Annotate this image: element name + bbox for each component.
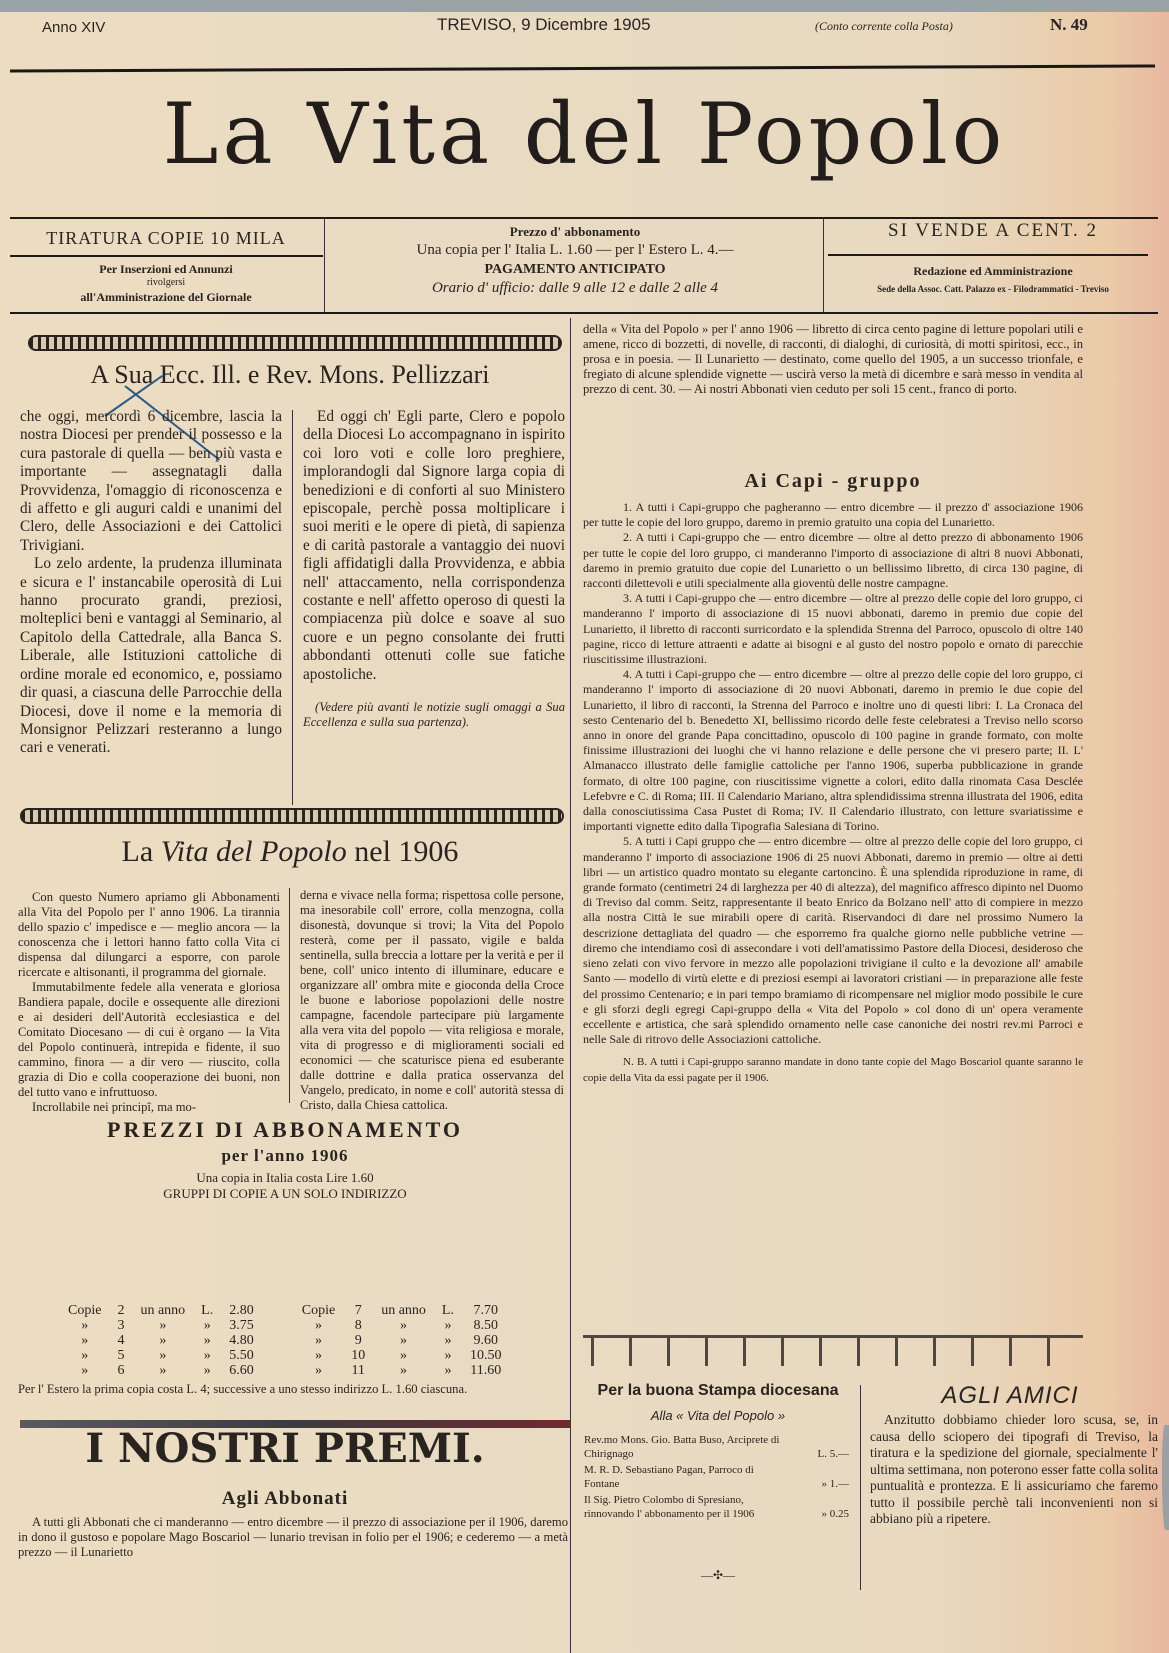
price-row [60, 1363, 509, 1378]
price-cell: 4.80 [229, 1333, 254, 1348]
price-cell: 5 [117, 1348, 125, 1363]
group-leaders-text [583, 500, 1083, 1086]
price-cell: 4 [117, 1333, 125, 1348]
price-cell: 9 [354, 1333, 362, 1348]
paragraph: 2. A tutti i Capi-gruppo che — entro dicembre — oltre al detto prezzo di abbonamento 1906 per tutte le copie del loro gruppo, ci manderanno l'importo di associazione di altri 8 nuovi Abbonati, daremo in premio gratuito due copie del Lunarietto o un bellissimo libretto, di circa 130 pagine, di racconti dilettevoli e utili specialmente alla gioventù delle nostre campagne. [583, 530, 1083, 591]
price-table [60, 1303, 509, 1378]
article-column [300, 888, 564, 1113]
price-cell: 10 [351, 1348, 366, 1363]
article-column [18, 890, 280, 1115]
price-cell: » [444, 1333, 452, 1348]
prices-subtitle: per l'anno 1906 [221, 1146, 349, 1165]
paragraph: Immutabilmente fedele alla venerata e gloriosa Bandiera papale, docile e ossequente alle direzioni e ai desideri dell'Autorità ecclesiastica e del Comitato Diocesano — di cui è organo — la Vita del Popolo continuerà, intrepida e fidente, il suo cammino, finora — a dir vero — riuscito, colla grazia di Dio e colla cooperazione dei buoni, non del tutto vano e infruttuoso. [18, 980, 280, 1099]
scan-border [0, 0, 1169, 12]
decorative-festoon [583, 1335, 1083, 1366]
price-cell: » [400, 1333, 408, 1348]
price-cell: 11 [351, 1363, 365, 1378]
newspaper-title: La Vita del Popolo [162, 85, 1007, 183]
price-cell: 2 [117, 1303, 125, 1318]
price-cell: » [159, 1348, 167, 1363]
price-row [60, 1303, 509, 1318]
infobar-inner-rule [828, 254, 1148, 256]
price-cell: » [444, 1363, 452, 1378]
friends-title: AGLI AMICI [941, 1382, 1079, 1409]
ads-line: rivolgersi [146, 277, 186, 288]
paragraph: che oggi, mercordì 6 dicembre, lascia la nostra Diocesi per prender il possesso e la cura pastorale di quella — ben più vasta e importante — assegnatagli dalla Provvidenza, l'omaggio di riconoscenza e di affetto e gli auguri caldi e unanimi del Clero, delle Associazioni e dei Cattolici Trivigiani. [20, 408, 282, 554]
ornamental-border [28, 335, 562, 351]
donation-item [584, 1433, 849, 1461]
ornament-divider: —✣— [700, 1568, 736, 1582]
price-cell: 8.50 [473, 1318, 498, 1333]
price-cell: 3 [117, 1318, 125, 1333]
prices-line: Una copia in Italia costa Lire 1.60 [196, 1170, 374, 1185]
price-row [60, 1318, 509, 1333]
price-cell: » [203, 1348, 211, 1363]
paragraph: 4. A tutti i Capi-gruppo che — entro dicembre — oltre al prezzo delle copie del loro gruppo, ci manderanno l' importo di associazione di 20 nuovi Abbonati, daremo in premio le due copie del Lunarietto, il libro di racconti, la Strenna del Parroco e inoltre uno di questi libri: I. La Cronaca del sesto Centenario del b. Benedetto XI, bellissimo ricordo delle feste celebratesi a Treviso nello scorso anno in onore del grande Papa concittadino, opuscolo di 100 pagine in grande formato, con molte finissime illustrazioni dei luoghi che vi hanno relazione e delle persone che vi presero parte; II. L' Almanacco illustrato delle famiglie cattoliche per l'anno 1906, superba pubblicazione in grande formato, di oltre 100 pagine, con riuscitissime vignette a colori, edito dalla rinomata Casa Desclée Lefebvre e C. di Roma; III. Il Calendario Mariano, altra splendidissima strenna illustrata del 1906, edita dalla conosciutissima Casa Pustet di Roma; IV. Il Calendario illustrato, con letture svariatissime e importanti vignette edito dalla Tipografia Salesiana di Torino. [583, 667, 1083, 834]
prices-line: GRUPPI DI COPIE A UN SOLO INDIRIZZO [163, 1186, 407, 1201]
donor-name: Il Sig. Pietro Colombo di Spresiano, rinnovando l' abbonamento per il 1906 [584, 1494, 755, 1520]
article-column [20, 408, 282, 758]
donation-amount: » 1.— [821, 1478, 849, 1490]
paragraph: 1. A tutti i Capi-gruppo che pagheranno — entro dicembre — il prezzo d' associazione 1906 per tutte le copie del loro gruppo, daremo in premio gratuito una copia del Lunarietto. [583, 500, 1083, 530]
infobar-rule-bottom [10, 312, 1158, 314]
price-cell: » [159, 1363, 167, 1378]
paragraph: Ed oggi ch' Egli parte, Clero e popolo della Diocesi Lo accompagnano in ispirito coi loro voti e colle loro preghiere, implorandogli dal Signore larga copia di benedizioni e di conforti al suo Ministero episcopale, perchè possa moltiplicare i suoi meriti e le opere di pietà, di sapienza e di carità pastorale a vantaggio dei nuovi figli affidatigli dalla Provvidenza, e abbia nell' attaccamento, nella corrispondenza costante e nell' affetto operoso di questi la compiacenza più dolce e soave al suo cuore e un pegno consolante dei frutti abbondanti ottenuti colle sue fatiche apostoliche. [303, 408, 565, 683]
headline-part: Vita del Popolo [160, 835, 347, 868]
donations-subtitle: Alla « Vita del Popolo » [650, 1408, 786, 1423]
lunarietto-text [583, 322, 1083, 397]
price-cell: » [314, 1348, 322, 1363]
volume-label: Anno XIV [42, 19, 106, 36]
section-heading: Ai Capi - gruppo [744, 470, 922, 492]
price-cell: » [203, 1333, 211, 1348]
issue-number: N. 49 [1050, 15, 1088, 34]
article-column [303, 408, 565, 730]
paragraph: della « Vita del Popolo » per l' anno 1906 — libretto di circa cento pagine di letture popolari utili e amene, ricco di bozzetti, di novelle, di racconti, di dialoghi, di curiosità, di motti spiritosi, ecc., in prosa e in poesia. — Il Lunarietto — destinato, come quello del 1905, a un successo trionfale, e fregiato di alcune splendide vignette — uscirà verso la metà di dicembre e sarà messo in vendita al prezzo di cent. 30. — Ai nostri Abbonati vien ceduto per soli 15 cent., franco di porto. [583, 322, 1083, 396]
paragraph: derna e vivace nella forma; rispettosa colle persone, ma inesorabile coll' errore, colla menzogna, colla disonestà, dovunque si trovi; la Vita del Popolo resterà, come per il passato, vigile e balda sentinella, sulla breccia a lottare per la verità e per il bene, coll' unico intento di illuminare, educare e organizzare all' ombra mite e gioconda della Croce le buone e laboriose popolazioni delle nostre campagne, facendole partecipare più largamente alla vera vita del popolo — vita religiosa e morale, vita di progresso e di miglioramenti sociali ed economici — che scaturisce piena ed esuberante dalle dottrine e dalla pratica osservanza del Vangelo, predicato, in nome e coll' autorità stessa di Cristo, dalla Chiesa cattolica. [300, 888, 564, 1112]
price-cell: 7.70 [473, 1303, 498, 1318]
price-cell: » [444, 1348, 452, 1363]
paragraph: Lo zelo ardente, la prudenza illuminata e sicura e l' instancabile operosità di Lui hanno procurato grandi, preziosi, molteplici beni e vantaggi al Seminario, al Capitolo della Cattedrale, alla Banca S. Liberale, alle Istituzioni cattoliche di ordine morale ed economico, e, possiamo dir quasi, a ciascuna delle Parrocchie della Diocesi, dove il nome e la memoria di Monsignor Pelizzari resteranno a lungo cari e venerati. [20, 555, 282, 757]
price-cell: » [314, 1333, 322, 1348]
column-rule [292, 410, 293, 805]
infobar-rule-top [10, 217, 1158, 219]
postal-note: (Conto corrente colla Posta) [815, 19, 953, 33]
subscription-heading: Prezzo d' abbonamento [509, 224, 641, 239]
ornamental-border [20, 808, 564, 824]
friends-text [870, 1412, 1158, 1528]
price-cell: Copie [68, 1303, 102, 1318]
sale-price: SI VENDE A CENT. 2 [888, 220, 1098, 241]
foreign-price-note [18, 1382, 568, 1397]
price-cell: » [400, 1363, 408, 1378]
prepayment-note: PAGAMENTO ANTICIPATO [484, 262, 666, 277]
paragraph: Anzitutto dobbiamo chieder loro scusa, se, in causa dello sciopero dei tipografi di Treviso, la tiratura e la spedizione del giornale, specialmente l' ultima settimana, non poterono esser fatte colla solita puntualità e prontezza. E li assicuriamo che faremo tutto il possibile perchè tali inconvenienti non si abbiano più a ripetere. [870, 1412, 1158, 1526]
price-cell: 6.60 [229, 1363, 254, 1378]
article-headline: A Sua Ecc. Ill. e Rev. Mons. Pellizzari [90, 360, 490, 389]
price-cell: 7 [354, 1303, 362, 1318]
subscription-info [330, 222, 820, 298]
nota-bene: N. B. A tutti i Capi-gruppo saranno mandate in dono tante copie del Mago Boscariol quante saranno le copie della Vita da essi pagate per il 1906. [583, 1056, 1083, 1084]
prizes-text [18, 1515, 568, 1560]
price-cell: » [81, 1363, 89, 1378]
price-row [60, 1348, 509, 1363]
editorial-office [828, 262, 1158, 298]
price-cell: » [81, 1333, 89, 1348]
price-cell: un anno [140, 1303, 186, 1318]
price-cell: 10.50 [469, 1348, 502, 1363]
dateline: TREVISO, 9 Dicembre 1905 [437, 15, 651, 34]
column-rule [289, 888, 290, 1103]
donation-item [584, 1493, 849, 1521]
donation-amount: » 0.25 [821, 1508, 849, 1520]
price-cell: 2.80 [229, 1303, 254, 1318]
price-row [60, 1333, 509, 1348]
price-cell: 3.75 [229, 1318, 254, 1333]
advertising-info [10, 262, 322, 304]
price-cell: 5.50 [229, 1348, 254, 1363]
headline-part: La [121, 835, 161, 868]
headline-part: nel 1906 [346, 835, 459, 868]
masthead-rule [10, 65, 1155, 73]
donor-name: Rev.mo Mons. Gio. Batta Buso, Arciprete di Chirignago [584, 1434, 780, 1460]
price-cell: » [314, 1363, 322, 1378]
paragraph: A tutti gli Abbonati che ci manderanno — entro dicembre — il prezzo di associazione per il 1906, daremo in dono il gustoso e popolare Mago Boscariol — lunario trevisan in folio per el 1906; e cederemo — a metà prezzo — il Lunarietto [18, 1515, 568, 1559]
ads-line: all'Amministrazione del Giornale [80, 290, 252, 304]
price-cell: » [159, 1318, 167, 1333]
paragraph: Incrollabile nei principî, ma mo- [32, 1100, 197, 1114]
price-cell: » [400, 1318, 408, 1333]
price-cell: 6 [117, 1363, 125, 1378]
price-cell: » [203, 1363, 211, 1378]
paper-damage [1162, 1425, 1169, 1530]
price-cell: » [400, 1348, 408, 1363]
price-cell: 9.60 [473, 1333, 498, 1348]
price-cell: » [81, 1318, 89, 1333]
price-cell: L. [441, 1303, 454, 1318]
donations-list [584, 1433, 849, 1523]
print-run: TIRATURA COPIE 10 MILA [46, 228, 286, 248]
price-cell: 8 [354, 1318, 362, 1333]
page-column-rule [570, 318, 571, 1653]
article-note: (Vedere più avanti le notizie sugli omaggi a Sua Eccellenza e sulla sua partenza). [303, 700, 565, 730]
price-cell: 11.60 [470, 1363, 502, 1378]
office-hours: Orario d' ufficio: dalle 9 alle 12 e dalle 2 alle 4 [431, 280, 719, 296]
price-cell: » [314, 1318, 322, 1333]
paragraph: 5. A tutti i Capi gruppo che — entro dicembre — oltre al prezzo delle copie del loro gruppo, ci manderanno l' importo di associazione 1906 di 25 nuovi Abbonati, daremo in premio — oltre ai detti libri — un artistico quadro montato su elegante cartoncino. È una splendida riproduzione in rame, di grande formato (centimetri 24 di larghezza per 40 di altezza), del magnifico affresco dipinto nel Duomo di Treviso dal comm. Seitz, rappresentante il beato Enrico da Bolzano nell' atto di compiere in mezzo alla nostra Città le sue mirabili opere di carità. Riservandoci di dare nel prossimo Numero la descrizione dettagliata del quadro — che esporremo fra qualche giorno nelle pubbliche vetrine — diremo che intendiamo così di assecondare i voti dell'amatissimo Pastore della Diocesi, desideroso che sieno zelati con vivo fervore in mezzo alle popolazioni trivigiane il culto e la devozione all' amabile Santo — modello di virtù elette e di preziosi esempi ai lavoratori cristiani — in preparazione alle feste del prossimo Centenario; e in pari tempo bramiamo di ricompensare nel miglior modo possibile le cure e gli sforzi degli egregi Capi-gruppo della « Vita del Popolo » col dono di un' opera veramente eccellente e artistica, che sarà splendido ornamento nelle case canoniche dei nostri rev.mi Parroci e nelle Sale di ritrovo delle Associazioni cattoliche. [583, 834, 1083, 1047]
paragraph: Con questo Numero apriamo gli Abbonamenti alla Vita del Popolo per l' anno 1906. La tirannia dello spazio c' impedisce e — meglio ancora — la conoscenza che i lettori hanno fatto colla Vita ci dispensa dal dilungarci a esporre, con parole ricercate e altisonanti, il programma del giornale. [18, 890, 280, 979]
price-cell: » [159, 1333, 167, 1348]
donor-name: M. R. D. Sebastiano Pagan, Parroco di Fontane [584, 1464, 754, 1490]
price-cell: » [444, 1318, 452, 1333]
paragraph: 3. A tutti i Capi-gruppo che — entro dicembre — oltre al prezzo delle copie del loro gruppo, ci manderanno l' importo di associazione di 15 nuovi abbonati, daremo in premio due copie del Lunarietto, il libretto di racconti surricordato e la splendida Strenna del Parroco, opuscolo di oltre 140 pagine, ricco di letture attraenti e adatte ai bisogni e al gusto del nostro popolo e ornato di parecchie riuscitissime illustrazioni. [583, 591, 1083, 667]
subscription-price: Una copia per l' Italia L. 1.60 — per l' Estero L. 4.— [416, 242, 734, 258]
donation-amount: L. 5.— [817, 1448, 849, 1460]
prizes-subtitle: Agli Abbonati [221, 1488, 349, 1509]
paragraph: Per l' Estero la prima copia costa L. 4; successive a uno stesso indirizzo L. 1.60 ciascuna. [18, 1382, 468, 1396]
article-headline [20, 835, 560, 869]
prices-title: PREZZI DI ABBONAMENTO [107, 1117, 463, 1142]
column-rule [860, 1385, 861, 1590]
infobar-divider [324, 218, 325, 312]
price-cell: » [81, 1348, 89, 1363]
prizes-title: I NOSTRI PREMI. [85, 1425, 485, 1472]
infobar-divider [823, 218, 824, 312]
price-cell: Copie [301, 1303, 336, 1318]
price-cell: » [203, 1318, 211, 1333]
price-cell: L. [201, 1303, 214, 1318]
price-cell: un anno [381, 1303, 426, 1318]
office-title: Redazione ed Amministrazione [913, 264, 1073, 278]
ads-line: Per Inserzioni ed Annunzi [99, 262, 233, 276]
infobar-inner-rule [10, 255, 323, 257]
donation-item [584, 1463, 849, 1491]
donations-title: Per la buona Stampa diocesana [597, 1382, 839, 1399]
office-address: Sede della Assoc. Catt. Palazzo ex - Filodrammatici - Treviso [877, 284, 1109, 294]
